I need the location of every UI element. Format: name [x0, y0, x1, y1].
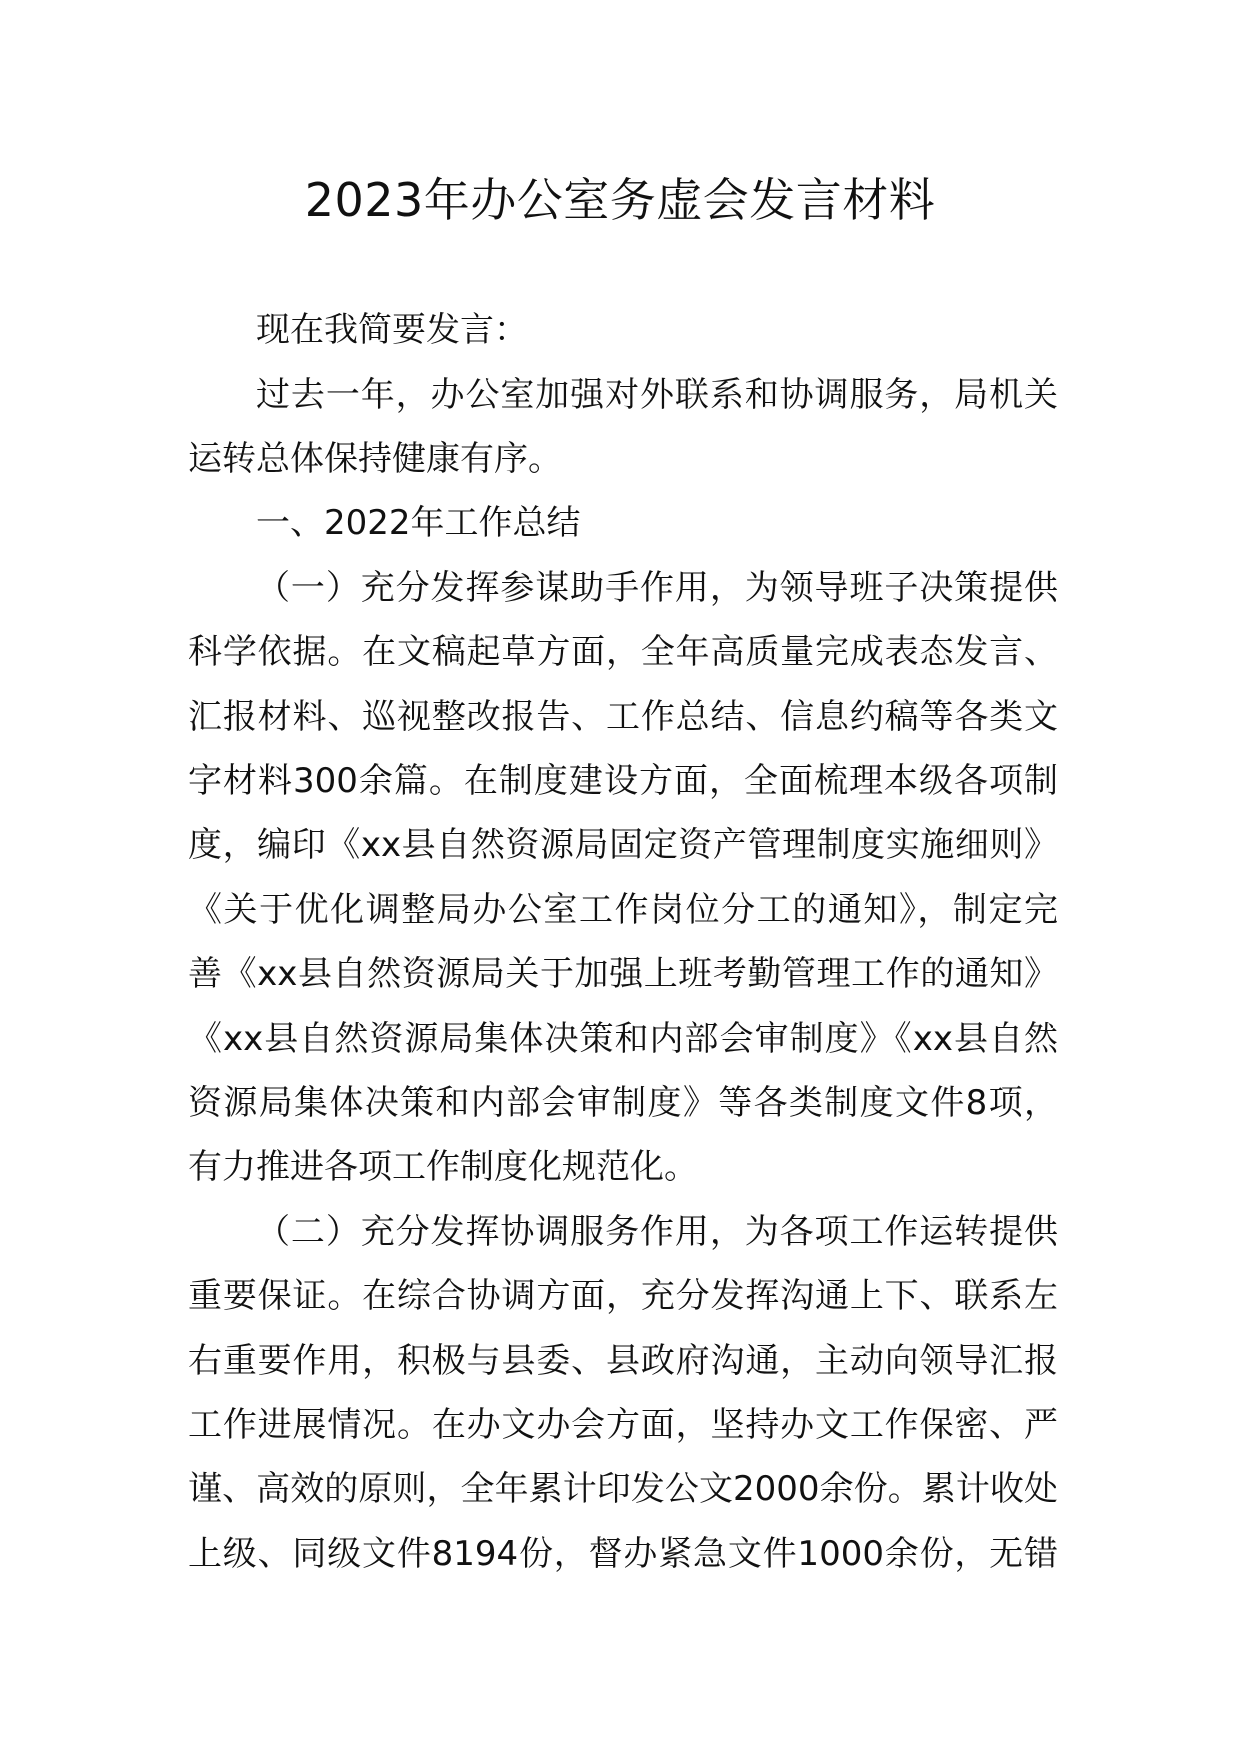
- paragraph-line: 工作进展情况。在办文办会方面，坚持办文工作保密、严: [188, 1405, 1058, 1445]
- paragraph-line: 现在我简要发言：: [256, 310, 528, 350]
- paragraph-line: 《关于优化调整局办公室工作岗位分工的通知》，制定完: [188, 890, 1058, 930]
- paragraph-line: 运转总体保持健康有序。: [188, 439, 562, 479]
- paragraph-line: （二）充分发挥协调服务作用，为各项工作运转提供: [256, 1212, 1058, 1252]
- paragraph-line: 字材料300余篇。在制度建设方面，全面梳理本级各项制: [188, 761, 1058, 801]
- paragraph-line: （一）充分发挥参谋助手作用，为领导班子决策提供: [256, 568, 1058, 608]
- paragraph-line: 重要保证。在综合协调方面，充分发挥沟通上下、联系左: [188, 1276, 1058, 1316]
- paragraph-line: 汇报材料、巡视整改报告、工作总结、信息约稿等各类文: [188, 697, 1058, 737]
- paragraph-line: 资源局集体决策和内部会审制度》等各类制度文件8项，: [188, 1083, 1058, 1123]
- paragraph-line: 右重要作用，积极与县委、县政府沟通，主动向领导汇报: [188, 1341, 1058, 1381]
- paragraph-line: 度，编印《xx县自然资源局固定资产管理制度实施细则》: [188, 825, 1058, 865]
- paragraph-line: 谨、高效的原则，全年累计印发公文2000余份。累计收处: [188, 1469, 1058, 1509]
- document-title: 2023年办公室务虚会发言材料: [304, 173, 936, 227]
- paragraph-line: 科学依据。在文稿起草方面，全年高质量完成表态发言、: [188, 632, 1058, 672]
- paragraph-line: 有力推进各项工作制度化规范化。: [188, 1147, 698, 1187]
- paragraph-line: 上级、同级文件8194份，督办紧急文件1000余份，无错: [188, 1534, 1058, 1574]
- section-heading: 一、2022年工作总结: [256, 503, 581, 543]
- paragraph-line: 过去一年，办公室加强对外联系和协调服务，局机关: [256, 375, 1058, 415]
- paragraph-line: 《xx县自然资源局集体决策和内部会审制度》《xx县自然: [188, 1019, 1058, 1059]
- paragraph-line: 善《xx县自然资源局关于加强上班考勤管理工作的通知》: [188, 954, 1058, 994]
